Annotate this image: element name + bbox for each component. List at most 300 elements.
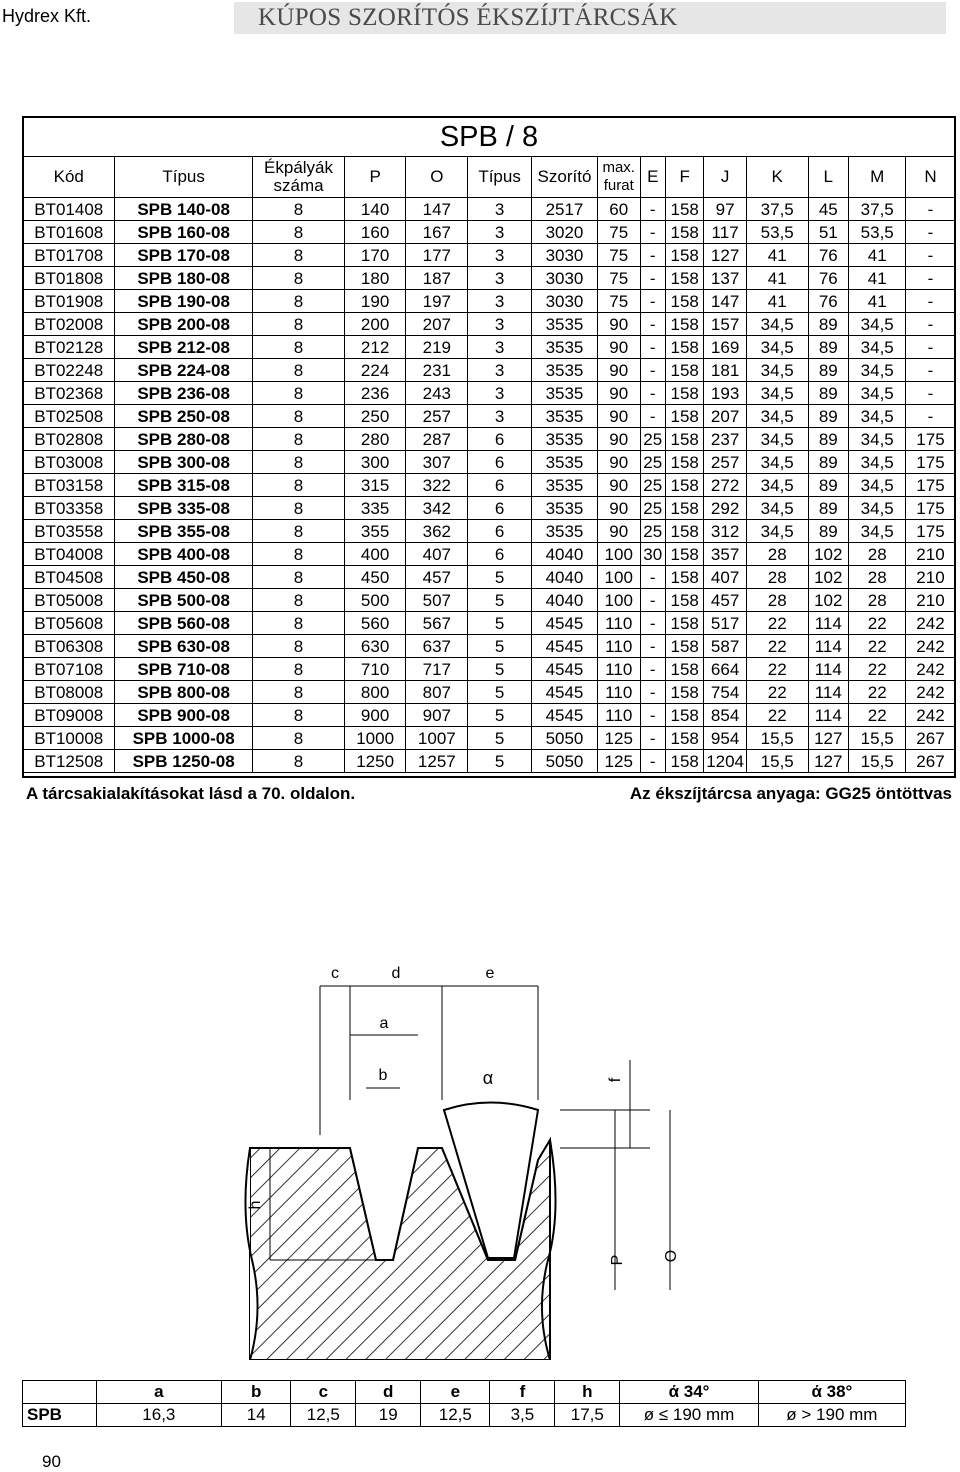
table-cell: 22	[746, 635, 808, 658]
table-cell: 637	[406, 635, 468, 658]
dims-header: ά 38°	[758, 1381, 905, 1404]
table-cell: 158	[666, 543, 704, 566]
table-row	[23, 750, 955, 773]
table-cell: 89	[808, 313, 848, 336]
table-cell: 300	[344, 451, 406, 474]
table-cell: 3535	[532, 359, 598, 382]
table-row	[23, 658, 955, 681]
table-row	[23, 589, 955, 612]
table-cell: BT10008	[23, 727, 114, 750]
table-cell: 75	[597, 244, 640, 267]
table-cell: 517	[704, 612, 747, 635]
table-cell: 8	[253, 520, 344, 543]
table-cell: 587	[704, 635, 747, 658]
dim-label-f: f	[607, 1077, 624, 1083]
table-cell: 37,5	[746, 198, 808, 221]
table-cell: 25	[640, 497, 666, 520]
table-cell: SPB 560-08	[114, 612, 252, 635]
table-cell: 187	[406, 267, 468, 290]
table-cell: 157	[704, 313, 747, 336]
table-cell: -	[640, 336, 666, 359]
table-cell: 22	[849, 681, 906, 704]
table-cell: 34,5	[746, 313, 808, 336]
table-cell: 243	[406, 382, 468, 405]
table-cell: -	[640, 198, 666, 221]
table-cell: 4040	[532, 566, 598, 589]
table-cell: 89	[808, 336, 848, 359]
table-cell: -	[640, 589, 666, 612]
dim-label-d: d	[391, 965, 401, 982]
table-cell: 34,5	[746, 451, 808, 474]
table-row	[23, 727, 955, 750]
table-cell: 114	[808, 704, 848, 727]
dims-value: 12,5	[291, 1404, 356, 1427]
table-cell: 90	[597, 520, 640, 543]
dims-header	[23, 1381, 97, 1404]
table-cell: BT08008	[23, 681, 114, 704]
table-cell: BT06308	[23, 635, 114, 658]
table-cell: 8	[253, 451, 344, 474]
table-cell: 400	[344, 543, 406, 566]
table-cell: 3	[468, 313, 532, 336]
table-cell: 30	[640, 543, 666, 566]
table-cell: 158	[666, 198, 704, 221]
table-cell: 53,5	[746, 221, 808, 244]
table-cell: 3535	[532, 497, 598, 520]
table-cell: 307	[406, 451, 468, 474]
dims-value: 12,5	[421, 1404, 490, 1427]
table-cell: 177	[406, 244, 468, 267]
table-cell: 127	[808, 750, 848, 773]
table-cell: 4545	[532, 704, 598, 727]
table-cell: 25	[640, 428, 666, 451]
page-title: KÚPOS SZORÍTÓS ÉKSZÍJTÁRCSÁK	[258, 4, 678, 31]
table-cell: -	[640, 382, 666, 405]
table-cell: SPB 710-08	[114, 658, 252, 681]
table-cell: 3	[468, 267, 532, 290]
table-cell: -	[640, 267, 666, 290]
table-cell: 22	[746, 612, 808, 635]
table-cell: 197	[406, 290, 468, 313]
table-cell: 3	[468, 290, 532, 313]
table-cell: 3535	[532, 451, 598, 474]
table-cell: 3030	[532, 244, 598, 267]
table-cell: 5	[468, 704, 532, 727]
table-cell: 3535	[532, 474, 598, 497]
dims-value: ø ≤ 190 mm	[620, 1404, 759, 1427]
col-header-e: E	[640, 157, 666, 198]
table-cell: 90	[597, 359, 640, 382]
table-cell: 6	[468, 520, 532, 543]
table-cell: 15,5	[746, 727, 808, 750]
table-cell: 231	[406, 359, 468, 382]
table-cell: 5	[468, 750, 532, 773]
table-cell: 127	[808, 727, 848, 750]
table-cell: 34,5	[746, 359, 808, 382]
table-cell: 75	[597, 267, 640, 290]
table-cell: 169	[704, 336, 747, 359]
table-cell: 175	[906, 451, 955, 474]
table-cell: 110	[597, 658, 640, 681]
dims-header: e	[421, 1381, 490, 1404]
table-cell: 41	[849, 290, 906, 313]
table-cell: 664	[704, 658, 747, 681]
dim-label-o: O	[663, 1249, 680, 1263]
col-header-m: M	[849, 157, 906, 198]
table-cell: BT03008	[23, 451, 114, 474]
table-cell: 34,5	[849, 359, 906, 382]
table-cell: 272	[704, 474, 747, 497]
table-cell: SPB 250-08	[114, 405, 252, 428]
table-cell: 34,5	[746, 382, 808, 405]
table-cell: 3535	[532, 313, 598, 336]
table-cell: 8	[253, 267, 344, 290]
table-cell: 110	[597, 681, 640, 704]
table-cell: 97	[704, 198, 747, 221]
table-cell: 8	[253, 244, 344, 267]
table-cell: 3020	[532, 221, 598, 244]
col-header-o: O	[406, 157, 468, 198]
table-cell: 342	[406, 497, 468, 520]
table-cell: 954	[704, 727, 747, 750]
table-row	[23, 244, 955, 267]
col-header-k: K	[746, 157, 808, 198]
table-cell: 175	[906, 428, 955, 451]
table-cell: 51	[808, 221, 848, 244]
table-cell: 102	[808, 543, 848, 566]
col-header-ekpalyak-line2: száma	[273, 176, 324, 195]
table-cell: 6	[468, 497, 532, 520]
table-cell: SPB 140-08	[114, 198, 252, 221]
table-cell: 114	[808, 635, 848, 658]
table-row	[23, 497, 955, 520]
table-cell: 15,5	[849, 750, 906, 773]
table-cell: 3030	[532, 267, 598, 290]
table-cell: 710	[344, 658, 406, 681]
table-cell: 717	[406, 658, 468, 681]
table-cell: -	[906, 221, 955, 244]
table-cell: 190	[344, 290, 406, 313]
table-cell: 900	[344, 704, 406, 727]
table-cell: 3535	[532, 520, 598, 543]
table-cell: 34,5	[746, 520, 808, 543]
table-cell: -	[906, 336, 955, 359]
table-cell: 4040	[532, 543, 598, 566]
dims-header-row	[23, 1381, 906, 1404]
table-cell: 89	[808, 382, 848, 405]
table-cell: 76	[808, 244, 848, 267]
table-cell: 90	[597, 497, 640, 520]
table-cell: -	[906, 290, 955, 313]
table-cell: 3	[468, 198, 532, 221]
table-cell: 407	[704, 566, 747, 589]
table-cell: SPB 200-08	[114, 313, 252, 336]
dims-value: 16,3	[96, 1404, 222, 1427]
table-cell: 114	[808, 681, 848, 704]
table-cell: 28	[849, 543, 906, 566]
table-cell: 34,5	[849, 405, 906, 428]
col-header-p: P	[344, 157, 406, 198]
table-cell: 90	[597, 382, 640, 405]
groove-dimensions-table	[22, 1380, 906, 1427]
table-cell: SPB 224-08	[114, 359, 252, 382]
col-header-l: L	[808, 157, 848, 198]
table-cell: 6	[468, 428, 532, 451]
table-cell: 158	[666, 612, 704, 635]
table-cell: 22	[849, 658, 906, 681]
table-cell: 8	[253, 359, 344, 382]
dims-value: 17,5	[555, 1404, 620, 1427]
dims-value-row	[23, 1404, 906, 1427]
table-cell: 457	[406, 566, 468, 589]
table-cell: SPB 800-08	[114, 681, 252, 704]
table-cell: -	[906, 313, 955, 336]
table-cell: SPB 1250-08	[114, 750, 252, 773]
table-cell: 4545	[532, 658, 598, 681]
table-cell: 322	[406, 474, 468, 497]
table-cell: 8	[253, 543, 344, 566]
dims-row-label: SPB	[23, 1404, 97, 1427]
table-cell: 250	[344, 405, 406, 428]
table-cell: SPB 212-08	[114, 336, 252, 359]
table-cell: 3	[468, 382, 532, 405]
table-cell: 8	[253, 704, 344, 727]
table-cell: 242	[906, 681, 955, 704]
table-cell: 3	[468, 405, 532, 428]
table-cell: 8	[253, 612, 344, 635]
table-cell: BT04008	[23, 543, 114, 566]
col-header-kod: Kód	[23, 157, 114, 198]
table-cell: 22	[849, 704, 906, 727]
table-cell: -	[640, 566, 666, 589]
table-cell: BT01708	[23, 244, 114, 267]
table-cell: 34,5	[849, 497, 906, 520]
table-row	[23, 405, 955, 428]
col-header-furat	[597, 157, 640, 198]
table-cell: 76	[808, 290, 848, 313]
table-cell: SPB 300-08	[114, 451, 252, 474]
table-cell: SPB 630-08	[114, 635, 252, 658]
table-cell: 5	[468, 658, 532, 681]
table-cell: 800	[344, 681, 406, 704]
table-cell: 158	[666, 405, 704, 428]
table-cell: 89	[808, 428, 848, 451]
table-cell: 8	[253, 566, 344, 589]
table-cell: 8	[253, 382, 344, 405]
table-cell: 28	[746, 589, 808, 612]
table-cell: 8	[253, 681, 344, 704]
table-cell: 22	[849, 612, 906, 635]
table-row	[23, 313, 955, 336]
table-cell: 100	[597, 589, 640, 612]
table-cell: -	[640, 750, 666, 773]
table-cell: 630	[344, 635, 406, 658]
table-row	[23, 428, 955, 451]
table-cell: 5	[468, 566, 532, 589]
table-cell: 60	[597, 198, 640, 221]
col-header-ekpalyak	[253, 157, 344, 198]
table-cell: 175	[906, 520, 955, 543]
table-cell: -	[640, 658, 666, 681]
dim-label-alpha: α	[482, 1068, 494, 1088]
dims-header: d	[356, 1381, 421, 1404]
table-cell: 219	[406, 336, 468, 359]
table-row	[23, 451, 955, 474]
table-cell: 158	[666, 359, 704, 382]
table-cell: 28	[746, 543, 808, 566]
dims-header: a	[96, 1381, 222, 1404]
table-cell: 175	[906, 474, 955, 497]
table-cell: 34,5	[746, 474, 808, 497]
table-cell: -	[640, 704, 666, 727]
table-body	[23, 198, 955, 773]
table-cell: -	[906, 198, 955, 221]
table-cell: 125	[597, 727, 640, 750]
table-cell: 4545	[532, 612, 598, 635]
table-cell: -	[906, 244, 955, 267]
table-cell: 5	[468, 589, 532, 612]
table-cell: 117	[704, 221, 747, 244]
table-cell: 8	[253, 313, 344, 336]
table-cell: 3030	[532, 290, 598, 313]
table-cell: 110	[597, 704, 640, 727]
table-cell: -	[640, 359, 666, 382]
table-cell: 89	[808, 497, 848, 520]
table-cell: 5050	[532, 750, 598, 773]
table-cell: 3	[468, 359, 532, 382]
table-cell: 28	[746, 566, 808, 589]
table-cell: 41	[746, 267, 808, 290]
table-cell: 158	[666, 704, 704, 727]
table-cell: 114	[808, 658, 848, 681]
table-cell: 158	[666, 451, 704, 474]
dims-header: h	[555, 1381, 620, 1404]
table-cell: 8	[253, 635, 344, 658]
table-cell: BT02128	[23, 336, 114, 359]
table-cell: -	[906, 382, 955, 405]
table-row	[23, 681, 955, 704]
table-cell: 6	[468, 451, 532, 474]
table-row	[23, 566, 955, 589]
table-cell: -	[906, 405, 955, 428]
table-cell: 200	[344, 313, 406, 336]
col-header-furat-line1: max.	[602, 159, 635, 176]
dim-label-p: P	[609, 1254, 626, 1266]
table-cell: 242	[906, 704, 955, 727]
table-cell: 210	[906, 566, 955, 589]
table-cell: 158	[666, 267, 704, 290]
table-cell: 237	[704, 428, 747, 451]
table-cell: 158	[666, 313, 704, 336]
table-cell: 158	[666, 244, 704, 267]
table-cell: BT05008	[23, 589, 114, 612]
table-cell: 207	[406, 313, 468, 336]
table-cell: 137	[704, 267, 747, 290]
table-cell: 25	[640, 474, 666, 497]
table-cell: BT01808	[23, 267, 114, 290]
table-cell: 127	[704, 244, 747, 267]
dims-header: b	[222, 1381, 291, 1404]
table-cell: -	[640, 405, 666, 428]
table-cell: 34,5	[849, 313, 906, 336]
table-cell: 25	[640, 451, 666, 474]
table-cell: 292	[704, 497, 747, 520]
table-cell: 41	[849, 267, 906, 290]
table-cell: 41	[849, 244, 906, 267]
table-cell: 158	[666, 566, 704, 589]
table-cell: 8	[253, 221, 344, 244]
table-cell: -	[640, 244, 666, 267]
table-cell: 1000	[344, 727, 406, 750]
dims-value: 3,5	[490, 1404, 555, 1427]
table-cell: 34,5	[849, 474, 906, 497]
table-cell: 76	[808, 267, 848, 290]
table-cell: 267	[906, 727, 955, 750]
table-cell: 754	[704, 681, 747, 704]
table-cell: 8	[253, 727, 344, 750]
table-cell: BT05608	[23, 612, 114, 635]
table-cell: 34,5	[746, 405, 808, 428]
table-row	[23, 382, 955, 405]
table-row	[23, 267, 955, 290]
table-cell: 180	[344, 267, 406, 290]
table-cell: BT01608	[23, 221, 114, 244]
table-cell: -	[640, 612, 666, 635]
table-cell: BT02508	[23, 405, 114, 428]
table-cell: SPB 236-08	[114, 382, 252, 405]
table-cell: 1007	[406, 727, 468, 750]
table-cell: 158	[666, 727, 704, 750]
table-row	[23, 520, 955, 543]
col-header-furat-line2: furat	[603, 177, 634, 194]
table-row	[23, 221, 955, 244]
table-row	[23, 612, 955, 635]
table-cell: 140	[344, 198, 406, 221]
table-cell: 34,5	[849, 336, 906, 359]
col-header-j: J	[704, 157, 747, 198]
dims-value: ø > 190 mm	[758, 1404, 905, 1427]
table-cell: 4545	[532, 635, 598, 658]
table-cell: 362	[406, 520, 468, 543]
table-cell: 257	[406, 405, 468, 428]
table-cell: 267	[906, 750, 955, 773]
table-cell: 807	[406, 681, 468, 704]
table-cell: 114	[808, 612, 848, 635]
table-cell: 34,5	[849, 428, 906, 451]
table-cell: 4040	[532, 589, 598, 612]
table-cell: SPB 180-08	[114, 267, 252, 290]
table-cell: SPB 900-08	[114, 704, 252, 727]
table-row	[23, 198, 955, 221]
table-cell: 158	[666, 750, 704, 773]
table-cell: 158	[666, 589, 704, 612]
table-cell: 242	[906, 612, 955, 635]
table-cell: 315	[344, 474, 406, 497]
table-cell: 407	[406, 543, 468, 566]
dim-label-b: b	[378, 1067, 388, 1084]
table-cell: 8	[253, 658, 344, 681]
table-cell: -	[640, 221, 666, 244]
table-cell: 450	[344, 566, 406, 589]
table-row	[23, 290, 955, 313]
table-cell: 181	[704, 359, 747, 382]
table-cell: 53,5	[849, 221, 906, 244]
product-table	[22, 116, 956, 773]
table-cell: SPB 280-08	[114, 428, 252, 451]
table-cell: 287	[406, 428, 468, 451]
table-cell: 34,5	[849, 382, 906, 405]
table-cell: 355	[344, 520, 406, 543]
